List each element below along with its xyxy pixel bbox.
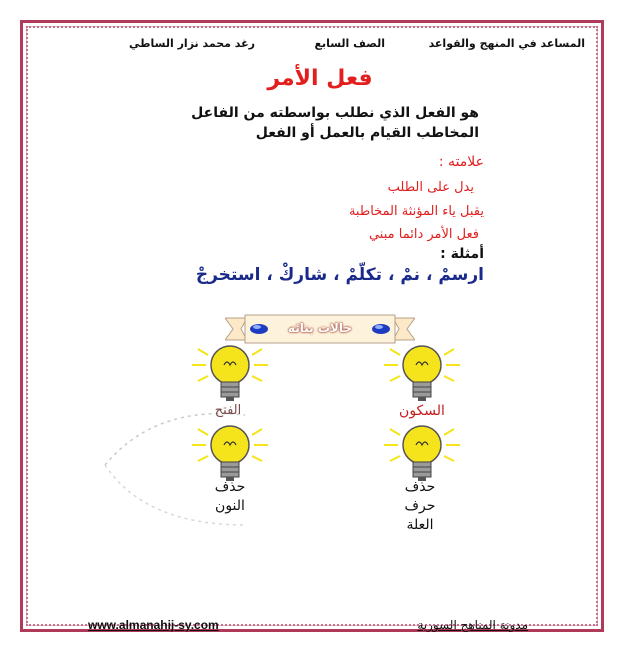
deletion-line: العلة [406,517,434,533]
deletion-line: النون [215,498,245,514]
lightbulb-icon [382,423,462,483]
sign-item: يدل على الطلب [387,180,474,195]
website-link[interactable]: www.almanahij-sy.com [88,618,219,632]
lightbulb-icon [190,343,270,403]
header-grade: الصف السابع [314,37,385,50]
definition [119,103,479,143]
deletion-noon [200,478,260,516]
page-header [40,37,585,55]
sign-item: فعل الأمر دائما مبني [368,227,479,242]
cases-banner [225,312,415,346]
case-fatha-label: الفتح [214,403,242,418]
banner-label: حالات بنائه [287,321,353,335]
signs-title: علامته : [438,154,484,170]
header-author: رغد محمد نزار الساطي [129,37,255,50]
deletion-line: حذف [404,479,436,495]
deletion-line: حرف [404,498,436,514]
definition-line-2: المخاطب القيام بالعمل أو الفعل [255,125,479,141]
lightbulb-icon [382,343,462,403]
page-title: فعل الأمر [267,66,373,91]
examples-title: أمثلة : [440,246,484,262]
deletion-illa-letter [390,478,450,535]
header-curriculum: المساعد في المنهج والقواعد [428,37,585,50]
lightbulb-icon [190,423,270,483]
case-sukoon-label: السكون [399,403,445,419]
deletion-line: حذف [214,479,246,495]
examples-list: ارسمْ ، نمْ ، تكلّمْ ، شاركْ ، استخرجْ [195,265,484,285]
sign-item: يقبل ياء المؤنثة المخاطبة [348,204,484,219]
blog-name: مدونة المناهج السورية [417,618,528,632]
definition-line-1: هو الفعل الذي نطلب بواسطته من الفاعل [191,105,479,121]
